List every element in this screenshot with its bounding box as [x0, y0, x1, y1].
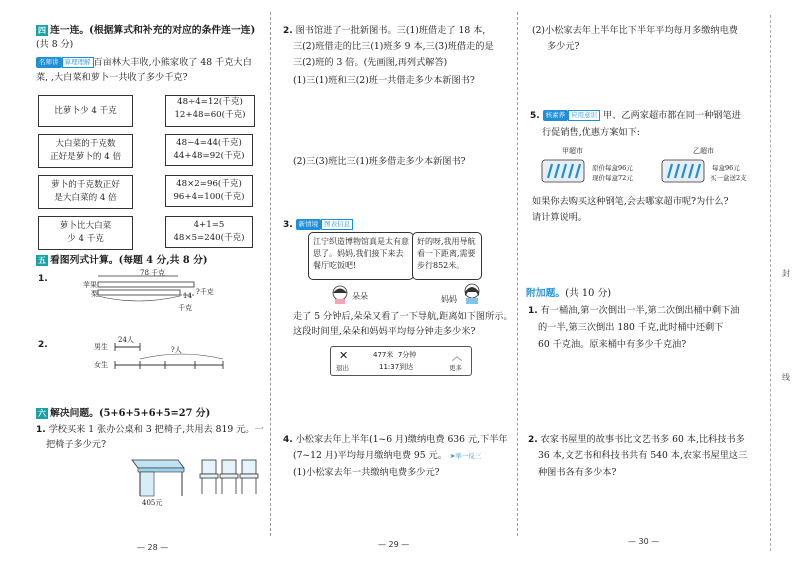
shop-b-name: 乙超市: [693, 147, 714, 155]
section-four-score: (共 8 分): [36, 39, 74, 50]
column-divider: [270, 12, 271, 536]
diagram-question-label: ?千克: [196, 288, 214, 296]
question-line: 2. 图书馆进了一批新图书。三(1)班借走了 18 本,: [283, 25, 486, 36]
mother-name: 妈妈: [441, 295, 457, 304]
condition-text: 萝卜比大白菜 少 4 千克: [59, 221, 112, 244]
nav-arrival-time: 11:37到达: [379, 363, 414, 371]
formula-box[interactable]: 48×2=96(千克) 96+4=100(千克): [165, 175, 253, 207]
question-line: 把椅子多少元?: [46, 439, 107, 450]
segment-diagram-2: [95, 335, 235, 375]
item-number: 2.: [38, 340, 48, 350]
question-line: 4. 小松家去年上半年(1~6 月)缴纳电费 636 元,下半年: [283, 434, 508, 445]
problem-intro-line2: 菜, ,大白菜和萝卜一共收了多少千克?: [36, 72, 188, 83]
section-four-header: 四 连一连。(根据算式和补充的对应的条件连一连): [38, 25, 256, 36]
column-divider: [517, 12, 518, 536]
question-line: 三(2)班借走的比三(1)班多 9 本,三(3)班借走的是: [293, 41, 494, 52]
formula-box[interactable]: 4+1=5 48×5=240(千克): [165, 216, 253, 248]
sub-question: (2)三(3)班比三(1)班多借走多少本新图书?: [293, 156, 466, 167]
question-line: (7~12 月)平均每月缴纳电费 95 元。 ➤举一反三: [293, 450, 482, 461]
formula-box[interactable]: 48−4=44(千克) 44+48=92(千克): [165, 134, 253, 166]
item-number: 1.: [38, 274, 48, 284]
question-line: 的一半,第三次倒出 180 千克,此时桶中还剩下: [538, 322, 724, 333]
question-line: 如果你去购买这种钢笔,会去哪家超市呢?为什么?: [532, 196, 729, 207]
question-line: 行促销售,优惠方案如下:: [542, 127, 640, 138]
related-link[interactable]: ➤举一反三: [449, 452, 482, 460]
binding-mark: 线: [782, 373, 790, 382]
question-line: 三(2)班的 3 倍。(先画图,再列式解答): [293, 57, 448, 68]
shop-a-name: 甲超市: [562, 147, 583, 155]
page-number: — 30 —: [628, 537, 660, 546]
binding-mark: 封: [782, 269, 790, 278]
condition-box[interactable]: [38, 175, 133, 209]
pen-box-b-icon: [660, 158, 706, 184]
condition-text: 大白菜的千克数 正好是萝卜的 4 倍: [49, 139, 122, 162]
girl-avatar: [330, 284, 350, 304]
question-line: 走了 5 分钟后,朵朵又看了一下导航,距离如下图所示。: [293, 311, 513, 322]
section-six-header: 六 解决问题。(5+6+5+6+5=27 分): [38, 408, 211, 419]
question-line: 请计算说明。: [532, 212, 588, 223]
condition-box[interactable]: 比萝卜少 4 千克: [38, 95, 133, 127]
section-five-header: 五 看图列式计算。(每题 4 分,共 8 分): [38, 255, 208, 266]
question-line: 这段时间里,朵朵和妈妈平均每分钟走多少米?: [293, 326, 476, 337]
page-number: — 29 —: [378, 540, 410, 549]
diagram-24-label: 24人: [118, 336, 134, 344]
navigation-panel: [330, 346, 472, 376]
extra-section-header: 附加题。(共 10 分): [526, 288, 612, 299]
speech-bubble-right: 好的呀,我用导航看一下距离,需要步行852米。: [412, 232, 482, 280]
problem-intro: 名师讲 算理理解 百亩林大丰收,小熊家收了 48 千克大白: [36, 56, 252, 69]
shop-a-original: 原价每盒96元: [592, 164, 633, 172]
close-icon[interactable]: ✕: [339, 349, 349, 362]
question-line: 1. 学校买来 1 张办公桌和 3 把椅子,共用去 819 元。一: [36, 424, 264, 435]
page-number: — 28 —: [137, 543, 169, 552]
shop-b-deal: 买一盒送2支: [710, 174, 747, 182]
condition-text: 萝卜的千克数正好 是大白菜的 4 倍: [51, 180, 120, 203]
shop-a-now: 现价每盒72元: [592, 174, 633, 182]
pen-box-a-icon: [540, 158, 586, 184]
sub-question: 多少元?: [547, 41, 580, 52]
formula-box[interactable]: 48÷4=12(千克) 12+48=60(千克): [165, 95, 255, 127]
diagram-boys-label: 男生: [94, 343, 108, 351]
question-line: 2. 农家书屋里的故事书比文艺书多 60 本,比科技书多: [528, 434, 745, 445]
sub-question: (2)小松家去年上半年比下半年平均每月多缴纳电费: [532, 25, 738, 36]
question-line: 36 本,文艺书和科技书共有 540 本,农家书屋里这三: [538, 450, 748, 461]
diagram-girls-label: 女生: [94, 361, 108, 369]
nav-distance: 477米 7分钟: [373, 351, 417, 359]
exit-button[interactable]: 退出: [336, 364, 349, 372]
speech-bubble-left: 江宁织造博物馆真是太有意思了。妈妈,我们接下来去餐厅吃饭吧!: [308, 232, 414, 280]
question-line: 1. 有一桶油,第一次倒出一半,第二次倒出桶中剩下油: [528, 305, 740, 316]
binding-line: [770, 15, 771, 551]
girl-name: 朵朵: [352, 292, 368, 301]
question-header: 3. 新情境 图表信息: [283, 218, 353, 232]
sub-question: (1)三(1)班和三(2)班一共借走多少本新图书?: [293, 75, 475, 86]
diagram-apple-label: 苹果: [83, 281, 97, 289]
condition-box[interactable]: [38, 216, 133, 250]
diagram-question-label: ?人: [171, 346, 182, 354]
diagram-unit-label: 千克: [178, 304, 192, 312]
question-line: 60 千克油。原来桶中有多少千克油?: [538, 339, 687, 350]
sub-question: (1)小松家去年一共缴纳电费多少元?: [293, 467, 440, 478]
question-line: 5. 核素养 应用意识 甲、乙两家超市都在同一种钢笔进: [530, 110, 741, 121]
diagram-pear-label: 梨: [91, 290, 98, 298]
diagram-total-label: 78 千克: [140, 269, 166, 277]
question-line: 种图书各有多少本?: [538, 467, 617, 478]
condition-box[interactable]: [38, 134, 133, 168]
desk-price-label: 405元: [142, 499, 163, 507]
chevron-up-icon[interactable]: ︿: [452, 352, 462, 363]
more-button[interactable]: 更多: [449, 364, 462, 372]
mother-avatar: [462, 282, 482, 304]
shop-b-price: 每盒96元: [712, 164, 740, 172]
diagram-14-label: 14: [183, 292, 192, 300]
